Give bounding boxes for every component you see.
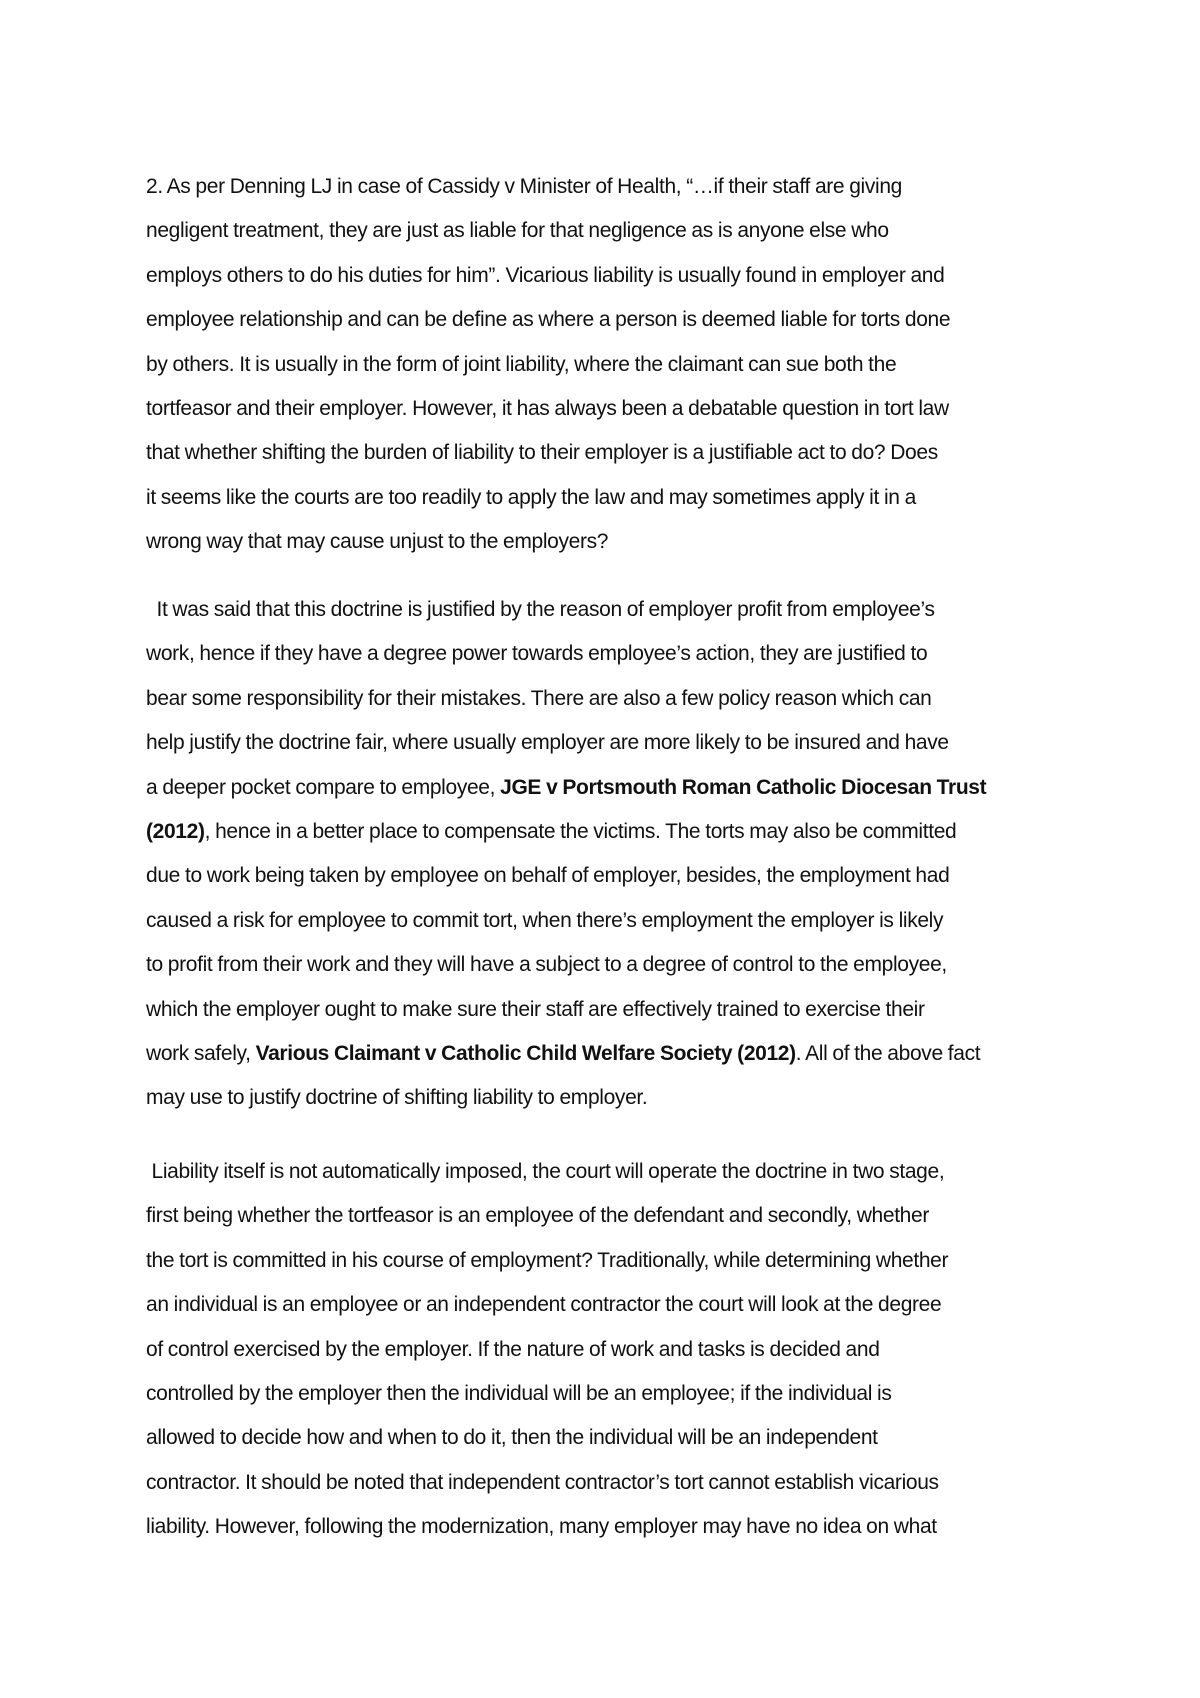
text-line [146, 431, 1066, 475]
text-run: negligent treatment, they are just as liable for that negligence as is anyone else who [146, 219, 889, 243]
text-line [146, 1328, 1066, 1372]
text-run: that whether shifting the burden of liability to their employer is a justifiable act to do? Does [146, 441, 938, 465]
paragraph-1 [146, 165, 1066, 565]
text-line [146, 1461, 1066, 1505]
text-run: contractor. It should be noted that independent contractor’s tort cannot establish vicarious [146, 1470, 939, 1494]
text-run: bear some responsibility for their mistakes. There are also a few policy reason which can [146, 686, 932, 710]
text-run: help justify the doctrine fair, where usually employer are more likely to be insured and have [146, 731, 949, 755]
text-run: to profit from their work and they will have a subject to a degree of control to the employee, [146, 953, 947, 977]
text-run: a deeper pocket compare to employee, [146, 775, 501, 799]
case-citation: Various Claimant v Catholic Child Welfare Society (2012) [255, 1042, 796, 1066]
text-run: may use to justify doctrine of shifting liability to employer. [146, 1086, 648, 1110]
text-line [146, 766, 1066, 810]
text-line [146, 721, 1066, 765]
text-run: the tort is committed in his course of employment? Traditionally, while determining whether [146, 1248, 949, 1272]
text-run: Liability itself is not automatically imposed, the court will operate the doctrine in two stage, [146, 1160, 945, 1183]
text-line [146, 476, 1066, 520]
text-line [146, 988, 1066, 1032]
text-line [146, 632, 1066, 676]
text-line [146, 943, 1066, 987]
text-run: tortfeasor and their employer. However, it has always been a debatable question in tort law [146, 397, 949, 421]
text-line [146, 298, 1066, 342]
text-run: allowed to decide how and when to do it, then the individual will be an independent [146, 1426, 878, 1450]
text-line [146, 1150, 1066, 1194]
paragraph-2 [146, 588, 1066, 1121]
text-run: which the employer ought to make sure their staff are effectively trained to exercise their [146, 997, 925, 1021]
text-run: liability. However, following the modernization, many employer may have no idea on what [146, 1515, 937, 1539]
text-line [146, 588, 1066, 632]
case-citation: (2012) [146, 820, 205, 844]
text-line [146, 254, 1066, 298]
text-run: due to work being taken by employee on behalf of employer, besides, the employment had [146, 864, 950, 888]
text-run: caused a risk for employee to commit tort, when there’s employment the employer is likely [146, 908, 944, 932]
text-run: employee relationship and can be define as where a person is deemed liable for torts done [146, 308, 951, 332]
text-line [146, 677, 1066, 721]
text-line [146, 810, 1066, 854]
text-run: an individual is an employee or an independent contractor the court will look at the degree [146, 1293, 942, 1317]
text-line [146, 1505, 1066, 1549]
text-run: by others. It is usually in the form of joint liability, where the claimant can sue both the [146, 352, 897, 376]
text-run: 2. As per Denning LJ in case of Cassidy v Minister of Health, “…if their staff are giving [146, 175, 902, 198]
text-line [146, 1372, 1066, 1416]
text-line [146, 1283, 1066, 1327]
text-run: controlled by the employer then the individual will be an employee; if the individual is [146, 1382, 892, 1406]
case-citation: JGE v Portsmouth Roman Catholic Diocesan Trust [500, 775, 987, 799]
text-line [146, 1194, 1066, 1238]
text-line [146, 1076, 1066, 1120]
text-line [146, 854, 1066, 898]
text-run: , hence in a better place to compensate the victims. The torts may also be committed [204, 820, 957, 844]
text-line [146, 1416, 1066, 1460]
text-line [146, 1032, 1066, 1076]
text-line [146, 1239, 1066, 1283]
text-run: first being whether the tortfeasor is an employee of the defendant and secondly, whether [146, 1204, 929, 1228]
text-run: of control exercised by the employer. If the nature of work and tasks is decided and [146, 1337, 880, 1361]
text-run: employs others to do his duties for him”. Vicarious liability is usually found in employer and [146, 263, 945, 287]
text-line [146, 520, 1066, 564]
paragraph-3 [146, 1150, 1066, 1550]
text-run: work, hence if they have a degree power towards employee’s action, they are justified to [146, 642, 928, 666]
text-run: . All of the above fact [795, 1042, 981, 1066]
text-run: it seems like the courts are too readily to apply the law and may sometimes apply it in a [146, 485, 916, 509]
text-line [146, 165, 1066, 209]
text-line [146, 343, 1066, 387]
text-run: work safely, [146, 1042, 256, 1066]
text-line [146, 387, 1066, 431]
text-line [146, 209, 1066, 253]
text-line [146, 899, 1066, 943]
text-run: It was said that this doctrine is justified by the reason of employer profit from employee’s [146, 598, 935, 621]
text-run: wrong way that may cause unjust to the employers? [146, 530, 609, 554]
